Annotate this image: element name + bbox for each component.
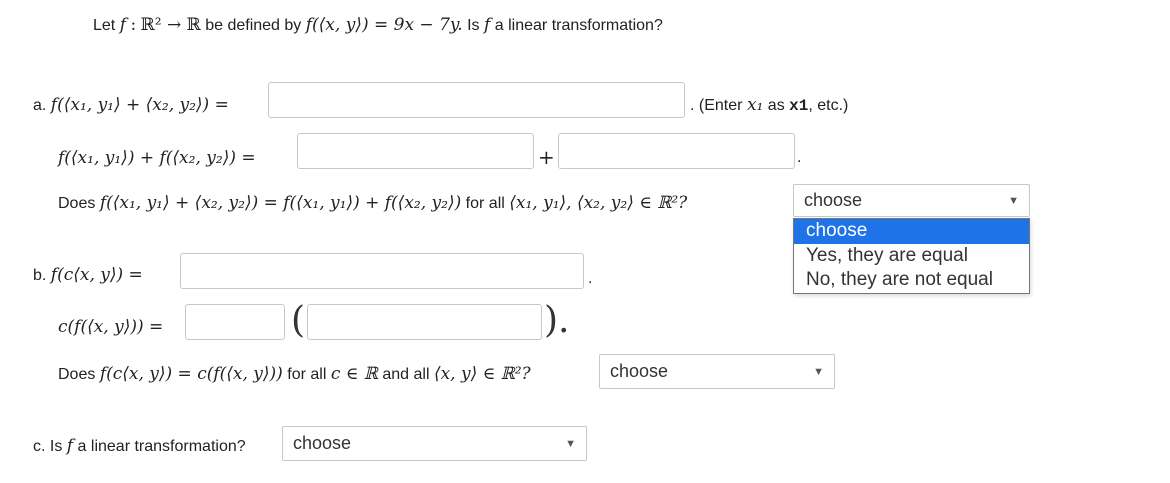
part-a-question	[58, 193, 687, 213]
part-b-lhs1: f(c⟨x, y⟩) =	[50, 265, 143, 285]
chevron-down-icon: ▼	[565, 437, 576, 450]
question-text	[93, 15, 663, 35]
part-b-line1	[33, 265, 143, 285]
answer-input-b3[interactable]	[307, 304, 542, 340]
part-a-hint	[690, 95, 848, 115]
q-mid1: for all	[287, 366, 327, 383]
select-additivity[interactable]	[793, 184, 1030, 217]
answer-input-a3[interactable]	[558, 133, 795, 169]
part-a-lhs2: f(⟨x₁, y₁⟩) + f(⟨x₂, y₂⟩) =	[58, 148, 256, 168]
function-symbol: f	[66, 436, 74, 456]
part-b-label: b.	[33, 267, 47, 284]
dropdown-option-yes[interactable]: Yes, they are equal	[806, 244, 968, 266]
function-symbol: f	[484, 15, 491, 35]
answer-input-b1[interactable]	[180, 253, 584, 289]
part-c-text: a linear transformation?	[77, 438, 246, 455]
dropdown-option-no[interactable]: No, they are not equal	[806, 269, 993, 290]
period: .	[690, 97, 695, 114]
q-mid: for all	[465, 195, 505, 212]
part-b-line2	[58, 317, 163, 337]
answer-input-b2[interactable]	[185, 304, 285, 340]
chevron-down-icon: ▼	[1008, 194, 1019, 207]
part-b-lhs2: c(f(⟨x, y⟩)) =	[58, 317, 164, 337]
hint-mid: as	[767, 97, 785, 114]
question-is: Is	[467, 17, 480, 34]
select-value: choose	[293, 433, 352, 453]
q-math2: c ∈ ℝ	[330, 364, 378, 384]
dropdown-option-choose[interactable]: choose	[794, 219, 1029, 244]
part-a-label: a.	[33, 97, 47, 114]
select-value: choose	[610, 361, 669, 381]
plus-sign: +	[538, 145, 555, 169]
part-c-label: c. Is	[33, 438, 63, 455]
dropdown-menu	[793, 218, 1030, 294]
q-mid2: and all	[382, 366, 430, 383]
answer-input-a2[interactable]	[297, 133, 534, 169]
part-a-lhs1: f(⟨x₁, y₁⟩ + ⟨x₂, y₂⟩) =	[50, 95, 229, 115]
q-math2: ⟨x₁, y₁⟩, ⟨x₂, y₂⟩ ∈ ℝ²?	[509, 193, 688, 213]
chevron-down-icon: ▼	[813, 365, 824, 378]
q-math1: f(c⟨x, y⟩) = c(f(⟨x, y⟩))	[99, 364, 283, 384]
q-math1: f(⟨x₁, y₁⟩ + ⟨x₂, y₂⟩) = f(⟨x₁, y₁⟩) + f(⟨x₂, y₂⟩)	[99, 193, 462, 213]
colon-symbol: :	[130, 15, 137, 35]
hint-var: x₁	[746, 95, 764, 115]
question-middle: be defined by	[205, 17, 302, 34]
question-suffix: a linear transformation?	[494, 17, 663, 34]
open-paren: (	[291, 300, 306, 341]
hint-pre: (Enter	[698, 97, 743, 114]
function-definition: f(⟨x, y⟩) = 9x − 7y.	[305, 15, 463, 35]
close-paren: ).	[544, 300, 570, 341]
select-linear[interactable]	[282, 426, 587, 461]
period: .	[797, 149, 802, 166]
function-symbol: f	[119, 15, 126, 35]
part-c-question	[33, 436, 246, 456]
question-prefix: Let	[93, 17, 116, 34]
q-pre: Does	[58, 366, 96, 383]
part-a-line1	[33, 95, 229, 115]
hint-post: , etc.)	[808, 97, 849, 114]
domain-codomain: ℝ² → ℝ	[140, 15, 201, 35]
hint-code: x1	[789, 97, 809, 115]
select-value: choose	[804, 190, 863, 210]
q-math3: ⟨x, y⟩ ∈ ℝ²?	[433, 364, 531, 384]
answer-input-a1[interactable]	[268, 82, 685, 118]
part-a-line2	[58, 148, 256, 168]
period: .	[588, 270, 593, 287]
part-b-question	[58, 364, 531, 384]
q-pre: Does	[58, 195, 96, 212]
select-homogeneity[interactable]	[599, 354, 835, 389]
